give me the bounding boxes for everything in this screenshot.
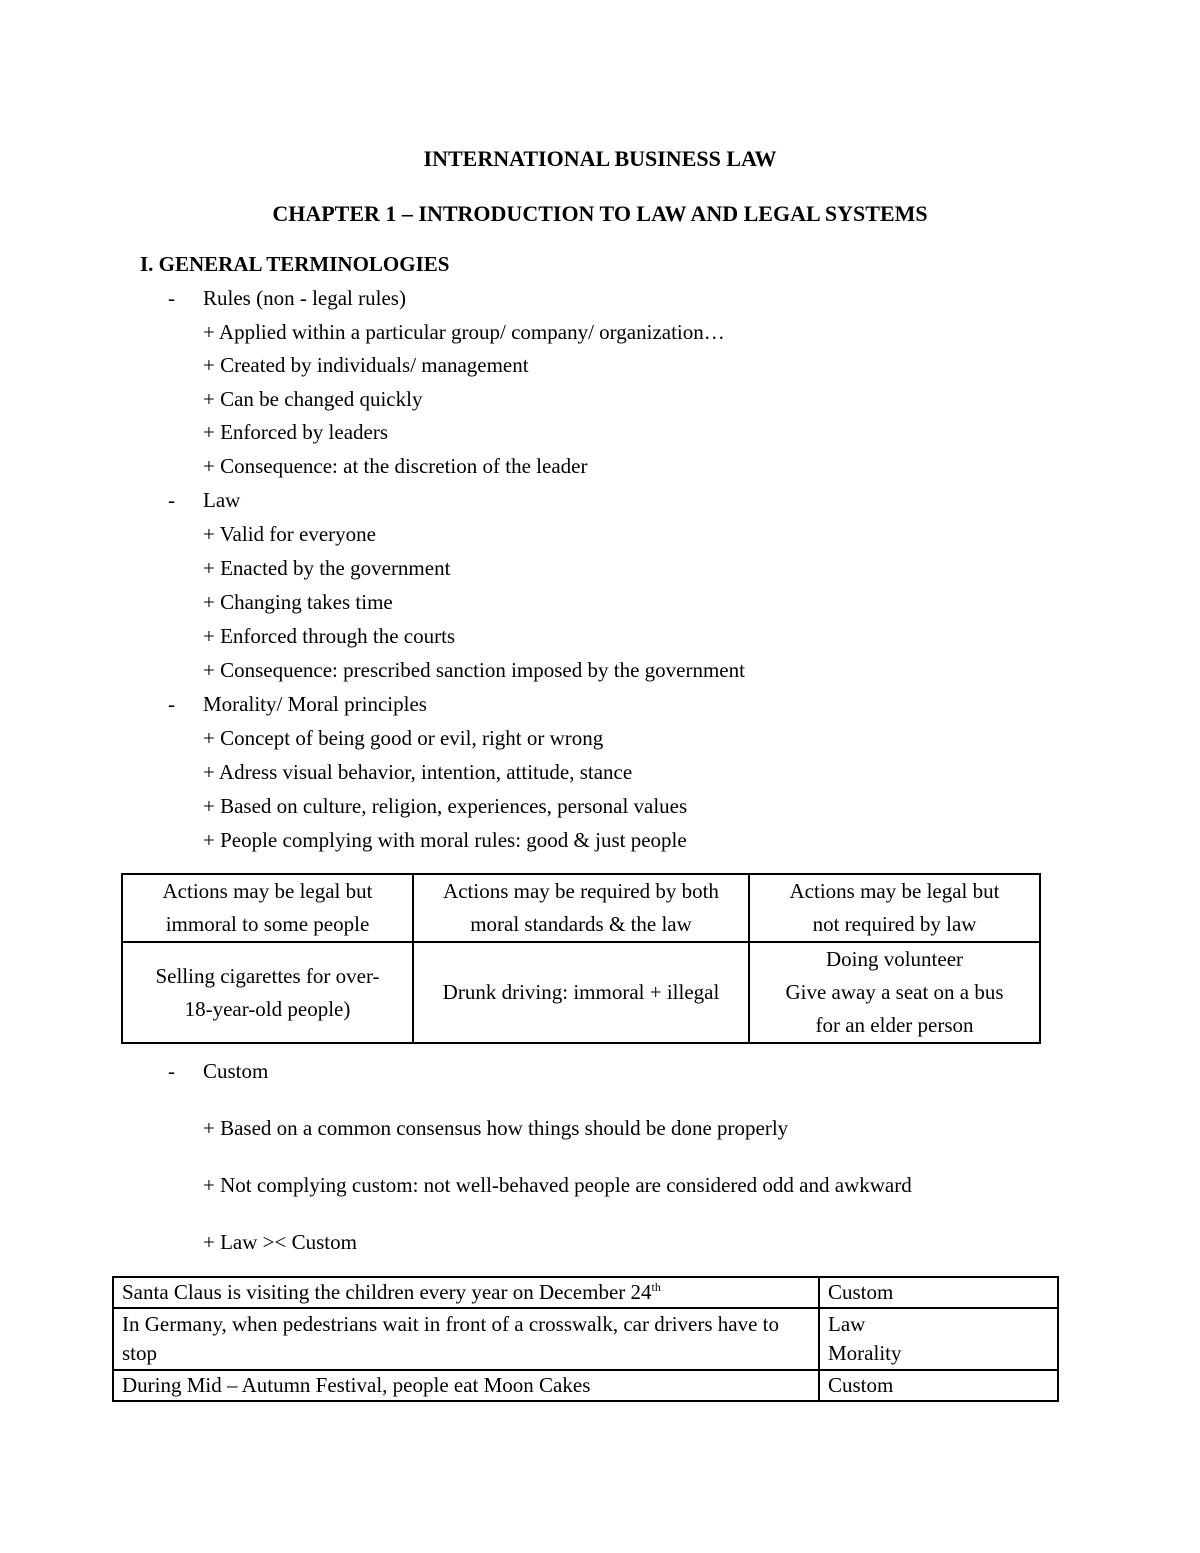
law-point: + Enforced through the courts [203, 624, 456, 648]
cell-line: not required by law [812, 912, 977, 936]
law-heading: Law [203, 488, 241, 512]
cell-line: Actions may be legal but [789, 879, 1000, 903]
table-cell [122, 942, 413, 1043]
cell-line: Doing volunteer [825, 947, 964, 971]
legal-moral-table [121, 873, 1041, 1044]
rules-point: + Can be changed quickly [203, 387, 423, 411]
custom-point: + Not complying custom: not well-behaved people are considered odd and awkward [203, 1173, 912, 1197]
example-cell: In Germany, when pedestrians wait in front of a crosswalk, car drivers have to stop [113, 1308, 819, 1370]
bullet-dash: - [168, 488, 175, 512]
bullet-dash: - [168, 692, 175, 716]
type-cell [819, 1308, 1058, 1370]
law-point: + Valid for everyone [203, 522, 376, 546]
law-point: + Changing takes time [203, 590, 393, 614]
type-cell: Custom [819, 1277, 1058, 1308]
table-header-row [122, 874, 1040, 942]
cell-line: Law [828, 1312, 866, 1336]
table-row [113, 1370, 1058, 1401]
cell-line: Actions may be legal but [162, 879, 373, 903]
cell-line: moral standards & the law [470, 912, 692, 936]
rules-point: + Created by individuals/ management [203, 353, 529, 377]
cell-line: immoral to some people [165, 912, 370, 936]
cell-line: Give away a seat on a bus [785, 980, 1004, 1004]
bullet-dash: - [168, 1059, 175, 1083]
law-point: + Consequence: prescribed sanction imposed by the government [203, 658, 745, 682]
table-header-cell [749, 874, 1040, 942]
chapter-heading: CHAPTER 1 – INTRODUCTION TO LAW AND LEGAL SYSTEMS [272, 201, 928, 226]
rules-point: + Applied within a particular group/ company/ organization… [203, 320, 725, 344]
table-cell [749, 942, 1040, 1043]
table-header-cell [413, 874, 749, 942]
cell-line: 18-year-old people) [184, 996, 351, 1021]
table-row [122, 942, 1040, 1043]
table-cell [413, 942, 749, 1043]
morality-point: + Concept of being good or evil, right or wrong [203, 726, 604, 750]
rules-point: + Enforced by leaders [203, 420, 389, 444]
cell-line: Selling cigarettes for over- [155, 963, 380, 988]
custom-examples-table [112, 1276, 1059, 1402]
cell-line: Morality [828, 1341, 902, 1365]
table-row [113, 1277, 1058, 1308]
law-point: + Enacted by the government [203, 556, 451, 580]
section-heading: I. GENERAL TERMINOLOGIES [140, 252, 450, 276]
table-row [113, 1308, 1058, 1370]
morality-point: + Based on culture, religion, experiences, personal values [203, 794, 688, 818]
custom-point: + Based on a common consensus how things should be done properly [203, 1116, 789, 1140]
example-text: Santa Claus is visiting the children every year on December 24 [122, 1280, 652, 1304]
rules-heading: Rules (non - legal rules) [203, 286, 406, 310]
cell-line: Actions may be required by both [443, 879, 719, 903]
cell-line: for an elder person [815, 1013, 974, 1037]
bullet-dash: - [168, 286, 175, 310]
morality-heading: Morality/ Moral principles [203, 692, 427, 716]
cell-line: Drunk driving: immoral + illegal [442, 980, 720, 1004]
custom-point: + Law >< Custom [203, 1230, 357, 1254]
table-header-cell [122, 874, 413, 942]
rules-point: + Consequence: at the discretion of the leader [203, 454, 588, 478]
morality-point: + Adress visual behavior, intention, attitude, stance [203, 760, 633, 784]
custom-heading: Custom [203, 1059, 269, 1083]
type-cell: Custom [819, 1370, 1058, 1401]
morality-point: + People complying with moral rules: good & just people [203, 828, 687, 852]
superscript: th [651, 1280, 661, 1294]
example-cell [113, 1277, 819, 1308]
example-cell: During Mid – Autumn Festival, people eat Moon Cakes [113, 1370, 819, 1401]
document-title: INTERNATIONAL BUSINESS LAW [423, 146, 777, 171]
